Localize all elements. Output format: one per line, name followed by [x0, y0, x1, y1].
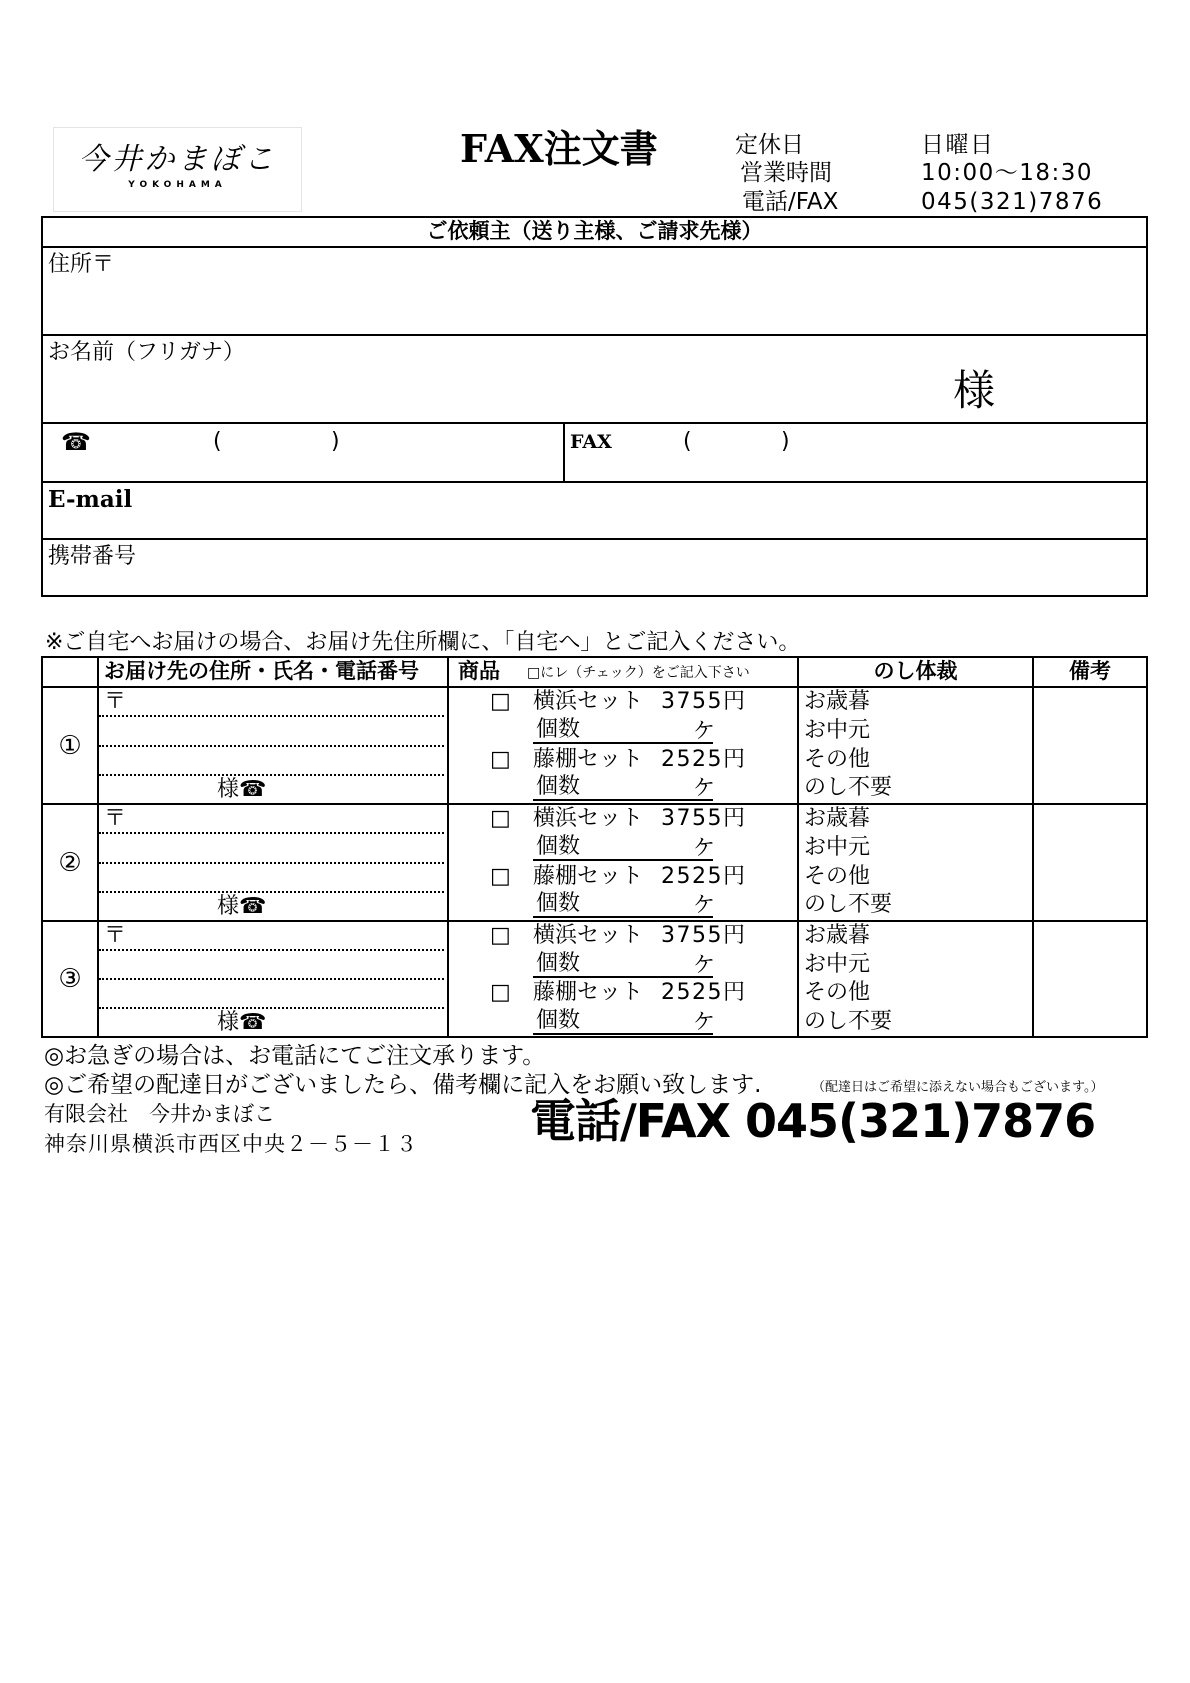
phone-icon: ☎: [239, 1010, 267, 1035]
fax-paren-close: ): [781, 429, 790, 454]
business-hours-label: 営業時間: [740, 160, 832, 186]
quantity-field[interactable]: [533, 950, 716, 978]
product-cell: [449, 805, 799, 922]
requester-table: [41, 216, 1148, 597]
recipient-honorific: 様: [217, 776, 240, 802]
noshi-option[interactable]: お歳暮: [804, 689, 871, 714]
product-line: [449, 863, 797, 892]
remarks-cell[interactable]: [1034, 688, 1146, 805]
quantity-line: [449, 834, 797, 863]
noshi-option[interactable]: お歳暮: [804, 806, 871, 831]
noshi-header: のし体裁: [873, 659, 958, 683]
name-label: お名前（フリガナ）: [48, 340, 245, 365]
postal-line[interactable]: [99, 922, 444, 951]
quantity-field[interactable]: [533, 1007, 716, 1035]
quantity-label: 個数: [536, 891, 581, 917]
fax-label: FAX: [570, 431, 612, 453]
checkbox-icon[interactable]: □: [490, 863, 511, 889]
product-line: [449, 688, 797, 717]
quantity-unit: ケ: [693, 776, 716, 802]
phone-icon: ☎: [239, 893, 267, 919]
requester-heading-text: ご依頼主（送り主様、ご請求先様）: [426, 219, 763, 243]
recipient-name-phone-line[interactable]: [99, 776, 447, 803]
order-number: ③: [58, 964, 82, 994]
logo-wordmark: 今井かまぼこ: [78, 142, 277, 177]
product-line: [449, 922, 797, 951]
checkbox-icon[interactable]: □: [490, 923, 511, 948]
noshi-option[interactable]: お中元: [804, 951, 871, 977]
company-name: 有限会社 今井かまぼこ: [44, 1102, 275, 1126]
checkbox-icon[interactable]: □: [490, 689, 511, 714]
noshi-option[interactable]: のし不要: [804, 892, 893, 918]
phone-paren-close: ): [331, 429, 340, 454]
product-price: 2525円: [661, 746, 747, 772]
checkbox-icon[interactable]: □: [490, 746, 511, 772]
phone-icon: ☎: [61, 428, 91, 456]
noshi-option[interactable]: お中元: [804, 834, 871, 860]
delivery-date-disclaimer: （配達日はご希望に添えない場合もございます。）: [812, 1080, 1104, 1095]
checkbox-icon[interactable]: □: [490, 980, 511, 1005]
postal-mark: 〒: [104, 923, 127, 948]
product-price: 2525円: [661, 863, 747, 889]
delivery-date-note: ◎ご希望の配達日がございましたら、備考欄に記入をお願い致します.: [44, 1072, 762, 1098]
address-field[interactable]: [43, 248, 1146, 336]
quantity-label: 個数: [536, 833, 581, 859]
quantity-label: 個数: [536, 1007, 581, 1033]
quantity-line: [449, 951, 797, 980]
destination-header: お届け先の住所・氏名・電話番号: [104, 659, 419, 683]
requester-heading: [43, 218, 1146, 248]
address-line[interactable]: [99, 864, 444, 893]
quantity-field[interactable]: [533, 891, 716, 919]
noshi-option[interactable]: お歳暮: [804, 923, 871, 948]
orders-header-number: [43, 658, 99, 688]
quantity-line: [449, 1008, 797, 1037]
contact-value: 045(321)7876: [921, 189, 1104, 215]
noshi-cell: [799, 805, 1034, 922]
quantity-unit: ケ: [693, 952, 716, 978]
recipient-name-phone-line[interactable]: [99, 1009, 447, 1036]
product-name: 藤棚セット: [533, 980, 644, 1005]
product-price: 3755円: [661, 689, 747, 714]
noshi-option[interactable]: お中元: [804, 717, 871, 743]
product-line: [449, 746, 797, 775]
order-number: ②: [58, 847, 82, 878]
quantity-label: 個数: [536, 950, 581, 976]
noshi-option[interactable]: その他: [804, 746, 871, 772]
company-address: 神奈川県横浜市西区中央２－５－１３: [44, 1132, 418, 1156]
page-title: FAX注文書: [460, 126, 658, 171]
quantity-field[interactable]: [533, 774, 716, 802]
postal-line[interactable]: [99, 688, 444, 717]
product-name: 横浜セット: [533, 806, 644, 831]
product-price: 2525円: [661, 980, 747, 1005]
quantity-unit: ケ: [693, 835, 716, 861]
urgent-order-note: ◎お急ぎの場合は、お電話にてご注文承ります。: [44, 1043, 546, 1069]
recipient-honorific: 様: [217, 893, 240, 919]
product-line: [449, 979, 797, 1008]
quantity-line: [449, 891, 797, 920]
name-honorific: 様: [953, 366, 996, 415]
address-line[interactable]: [99, 717, 444, 746]
delivery-address-cell[interactable]: [99, 688, 449, 805]
quantity-unit: ケ: [693, 1009, 716, 1035]
product-price: 3755円: [661, 923, 747, 948]
address-line[interactable]: [99, 980, 444, 1009]
product-cell: [449, 688, 799, 805]
quantity-field[interactable]: [533, 716, 716, 744]
product-cell: [449, 922, 799, 1036]
email-label: E-mail: [48, 486, 133, 513]
mobile-field[interactable]: [43, 540, 1146, 595]
recipient-honorific: 様: [217, 1010, 240, 1035]
phone-field[interactable]: [43, 424, 565, 481]
noshi-cell: [799, 688, 1034, 805]
recipient-name-phone-line[interactable]: [99, 893, 447, 920]
logo-subtext: YOKOHAMA: [128, 180, 227, 190]
phone-fax-row: [43, 424, 1146, 483]
address-line[interactable]: [99, 747, 444, 776]
noshi-option[interactable]: のし不要: [804, 775, 893, 801]
name-field[interactable]: [43, 336, 1146, 424]
delivery-address-cell[interactable]: [99, 922, 449, 1036]
orders-header-product: [449, 658, 799, 688]
quantity-line: [449, 717, 797, 746]
product-name: 横浜セット: [533, 923, 644, 948]
order-number: ①: [58, 730, 82, 761]
address-line[interactable]: [99, 834, 444, 863]
remarks-cell[interactable]: [1034, 922, 1146, 1036]
phone-icon: ☎: [239, 776, 267, 802]
delivery-address-cell[interactable]: [99, 805, 449, 922]
product-name: 藤棚セット: [533, 863, 644, 889]
email-field[interactable]: [43, 483, 1146, 540]
home-delivery-note: ※ご自宅へお届けの場合、お届け先住所欄に、「自宅へ」とご記入ください。: [45, 630, 801, 655]
product-line: [449, 805, 797, 834]
product-name: 横浜セット: [533, 689, 644, 714]
orders-header-remarks: [1034, 658, 1146, 688]
big-contact-number: 電話/FAX 045(321)7876: [530, 1094, 1096, 1148]
fax-field[interactable]: [565, 424, 1146, 481]
product-header: 商品: [458, 659, 500, 683]
quantity-unit: ケ: [693, 718, 716, 744]
quantity-label: 個数: [536, 774, 581, 800]
quantity-unit: ケ: [693, 893, 716, 919]
remarks-header: 備考: [1069, 659, 1111, 683]
product-header-hint: □にレ（チェック）をご記入下さい: [527, 665, 750, 681]
order-number-cell: [43, 688, 99, 805]
orders-table: [41, 656, 1148, 1038]
noshi-option[interactable]: その他: [804, 980, 871, 1005]
product-price: 3755円: [661, 806, 747, 831]
mobile-label: 携帯番号: [48, 544, 137, 569]
postal-line[interactable]: [99, 805, 444, 834]
closed-day-value: 日曜日: [921, 132, 995, 158]
order-number-cell: [43, 805, 99, 922]
product-name: 藤棚セット: [533, 746, 644, 772]
noshi-option[interactable]: のし不要: [804, 1008, 893, 1034]
contact-label: 電話/FAX: [742, 189, 839, 215]
postal-mark: 〒: [104, 689, 127, 714]
orders-header-noshi: [799, 658, 1034, 688]
remarks-cell[interactable]: [1034, 805, 1146, 922]
quantity-line: [449, 774, 797, 803]
address-label: 住所〒: [48, 252, 115, 277]
quantity-field[interactable]: [533, 833, 716, 861]
postal-mark: 〒: [104, 806, 127, 831]
checkbox-icon[interactable]: □: [490, 806, 511, 831]
orders-header-destination: [99, 658, 449, 688]
phone-paren-open: (: [213, 429, 222, 454]
fax-paren-open: (: [683, 429, 692, 454]
company-logo: [53, 127, 302, 212]
business-hours-value: 10:00～18:30: [921, 160, 1094, 186]
closed-day-label: 定休日: [735, 132, 804, 158]
noshi-cell: [799, 922, 1034, 1036]
quantity-label: 個数: [536, 716, 581, 742]
address-line[interactable]: [99, 951, 444, 980]
noshi-option[interactable]: その他: [804, 863, 871, 889]
order-number-cell: [43, 922, 99, 1036]
